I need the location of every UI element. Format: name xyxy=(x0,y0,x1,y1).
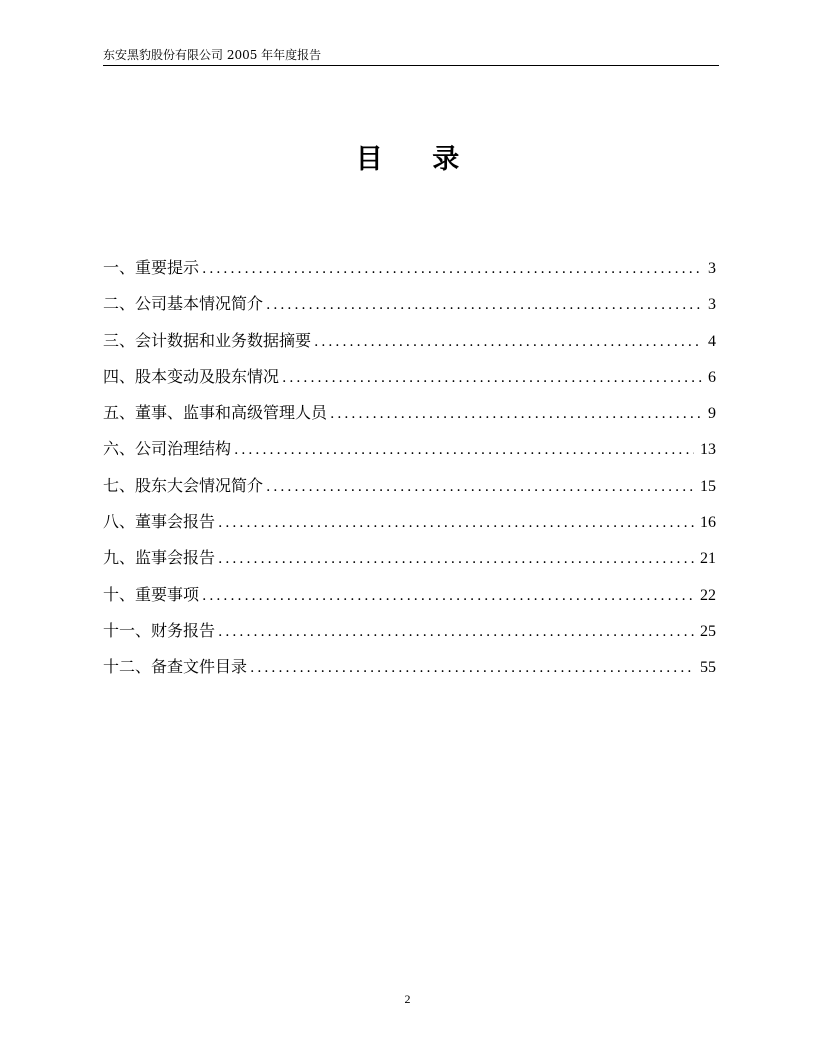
page-number: 2 xyxy=(404,992,411,1006)
toc-entry-6[interactable] xyxy=(103,437,716,473)
toc-entry-page: 9 xyxy=(708,405,716,423)
toc-entry-label: 二、公司基本情况简介 xyxy=(103,294,264,314)
toc-entry-label: 三、会计数据和业务数据摘要 xyxy=(103,330,312,350)
toc-entry-page: 16 xyxy=(700,514,716,532)
toc-entry-4[interactable] xyxy=(103,365,716,401)
toc-entry-7[interactable] xyxy=(103,474,716,510)
toc-leader-dots xyxy=(247,656,694,680)
toc-entry-label: 六、公司治理结构 xyxy=(103,439,232,459)
toc-entry-page: 15 xyxy=(700,477,716,495)
toc-entry-page: 25 xyxy=(700,622,716,640)
toc-leader-dots xyxy=(263,293,702,317)
toc-entry-8[interactable] xyxy=(103,510,716,546)
page-header xyxy=(103,48,719,66)
toc-entry-label: 七、股东大会情况简介 xyxy=(103,475,264,495)
toc-leader-dots xyxy=(311,330,702,354)
toc-entry-label: 九、监事会报告 xyxy=(103,548,216,568)
toc-entry-11[interactable] xyxy=(103,619,716,655)
toc-entry-label: 四、股本变动及股东情况 xyxy=(103,366,280,386)
toc-entry-label: 一、重要提示 xyxy=(103,258,200,277)
toc-leader-dots xyxy=(327,402,702,426)
toc-leader-dots xyxy=(215,620,694,644)
toc-entry-page: 3 xyxy=(708,260,716,277)
toc-leader-dots xyxy=(231,438,694,462)
toc-entry-label: 八、董事会报告 xyxy=(103,512,216,532)
toc-entry-5[interactable] xyxy=(103,401,716,437)
toc-entry-label: 五、董事、监事和高级管理人员 xyxy=(103,403,328,423)
toc-entry-10[interactable] xyxy=(103,583,716,619)
table-of-contents xyxy=(103,256,716,692)
toc-entry-label: 十一、财务报告 xyxy=(103,620,216,640)
toc-leader-dots xyxy=(199,257,702,281)
toc-leader-dots xyxy=(215,547,694,571)
toc-entry-page: 22 xyxy=(700,586,716,604)
toc-entry-page: 4 xyxy=(708,332,716,350)
toc-entry-2[interactable] xyxy=(103,292,716,328)
toc-entry-page: 3 xyxy=(708,296,716,314)
page-title: 目 录 xyxy=(355,144,480,175)
toc-leader-dots xyxy=(279,366,702,390)
toc-leader-dots xyxy=(263,475,694,499)
toc-leader-dots xyxy=(199,584,694,608)
toc-entry-page: 6 xyxy=(708,368,716,386)
toc-entry-page: 13 xyxy=(700,441,716,459)
toc-entry-label: 十、重要事项 xyxy=(103,584,200,604)
page-header-text: 东安黑豹股份有限公司 2005 年年度报告 xyxy=(103,48,322,62)
toc-entry-page: 55 xyxy=(700,659,716,677)
toc-entry-1[interactable] xyxy=(103,256,716,292)
toc-entry-12[interactable] xyxy=(103,655,716,691)
toc-entry-3[interactable] xyxy=(103,329,716,365)
toc-entry-label: 十二、备查文件目录 xyxy=(103,657,248,677)
toc-entry-page: 21 xyxy=(700,550,716,568)
toc-leader-dots xyxy=(215,511,694,535)
toc-entry-9[interactable] xyxy=(103,546,716,582)
